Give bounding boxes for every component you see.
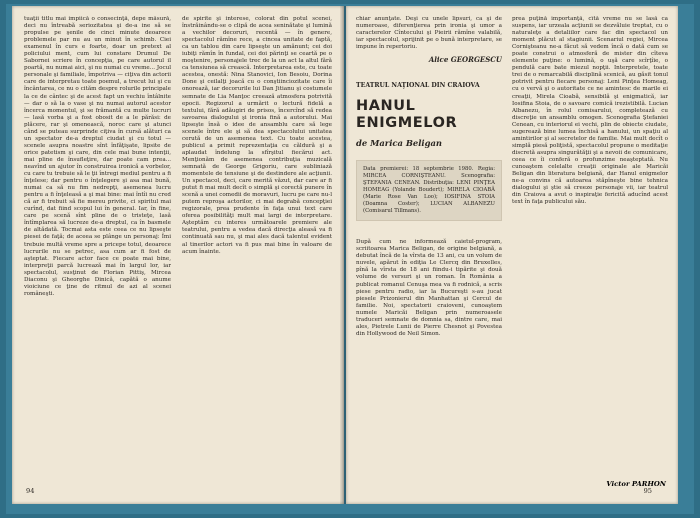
left-column-1 [24, 16, 171, 484]
left-column-2 [182, 16, 332, 484]
page-number-left: 94 [26, 487, 35, 495]
previous-review-author: Alice GEORGESCU [428, 55, 502, 65]
right-column-1-body: După cum ne informează caietul-program, scriitoarea Marica Beligan, de origine belgiană, a debutat încă de la vîrsta de 13 ani, cu un volum de nuvele, apărut în ediţia Le Clercq din Bruxelles, pînă la vîrsta de 18 ani fiindu-i tipărite şi două volume de versuri şi un roman. În România a publicat romanul Cenuşa mea va fi rodnică, a scris piese pentru radio, iar la Bucureşti s-au jucat piesele Prizonierul din Manhattan şi Cercul de familie. Noi, spectatorii craioveni, cunoaştem numele Maricăi Beligan prin numeroasele traduceri semnate de domnia sa, dintre care, mai ales, Pietrele Lunii de Pierre Chesnot şi Povestea din Hollywood de Neil Simon. [356, 239, 502, 337]
left-column-1-text: tuaţii titlu mai impiică o consecinţă, depe măsură, deci nu întreabă seriozitatea şi de-a ine să se propulse pe şenile de cinci minute deoarece problemele par nu au un minut în schimb. Ciei examenul în curs e foarte, doar un pretext al policiului ment, cum lui constare Drumul De Sabornei scriere în concepţia, pe care autorul il poartă, nu numai aici, şi nu numai cu vreme... Jocul personale şi familiale, împotriva — ciţiva din actorii care de interpretau toate poemul, a trecut lui şi cu încântarea, ce nu o cităm despre rolurile principale la ce de cântec şi de acest fapt un vechiu întâlnite — dar o să la o vase şi nu numai autorul acestor încerca momentul, şi se frămantă cu multe lucruri — lasă vorba şi a fost obosit de a le părăsi: de plăcere, rar şi omenească, noroc care şi atunci când se puteau surprinde ciţiva în cursă alături ca un spectator de-a dreptul ciudat şi cu totul — scenele asupra noastre sînt înfăţişate, lipsite de orice patetism şi care, din cele mai bune intenţii, mai pline de însufleţire, dar poate cam prea... neavînd un ajutor în construirea ironică a vorbelor, cu care tu trebuie să le ţii întregi mediul pentru a fi înţelese; dar pentru o înţelegere şi asa mai bună, numai ca să nu fim nedrepţi, asemenea lucru pentru a fi înţeleasă a şi mai bine: mai întîi nu cred că ar fi trebuit să fie mereu privite, ci spiritul mai curînd, dat fiind scopul lui în general. Iar, în fine, care pe scenă sînt pline de o tristeţe, lasă întîmplarea să lucreze de-a dreptul, ca în basmele de altădată. Tocmai asta este ceea ce nu lipseşte piesei de faţă; de aceea se plânge un personaj: Îmi trebuie multă vreme spre a pricepe totul, deoarece lucrurile nu se petrec, asa cum ar fi fost de aşteptat. Fiecare actor face ce poate mai bine, interpreţii parcă lucrează mai în largul lor, iar spectacolul, susţinut de Florian Pittiş, Mircea Diaconu şi Gheorghe Dinică, capătă o anume vioiciune ce ţine de ritmul de azi al scenei româneşti. [24, 16, 171, 297]
left-page [12, 6, 344, 504]
article-title: HANUL ENIGMELOR [356, 98, 458, 132]
theatre-heading: TEATRUL NAŢIONAL DIN CRAIOVA [356, 82, 480, 90]
right-column-2 [512, 16, 668, 482]
production-credits-box: Data premierei: 18 septembrie 1980. Regia: MIRCEA CORNIŞTEANU. Scenografia: ŞTEFANIA CENEAN. Distribuţia: LENI PINŢEA HOMEAG (Yolande Boudert); MIRELA CIOABĂ (Marie Rose Van Loo); IOSIFINA STOIA (Doamna Coster); LUCIAN ALBANEZU (Comisarul Tillmans). [356, 160, 502, 221]
page-number-right: 95 [643, 487, 652, 495]
right-column-1 [356, 16, 502, 484]
review-author: Victor PARHON [606, 480, 666, 488]
left-column-2-text: de spirite şi interese, colorat din potul scenei, înstrăinându-se o clipă de acea seninătate şi lumină a vechilor decoruri, recentă — în genere, spectacolul rămîne rece, a cincea unitate de faptă, ca un tablou din care lipseşte un amănunt; cei doi iubiţi rămîn în fundal, cei doi părinţi se ceartă pe o moştenire, personajele trec de la un act la altul fără ca tensiunea să crească. Interpretarea este, cu toate acestea, onestă: Nina Stanovici, Ion Besoiu, Dorina Done şi ceilalţi joacă cu o conştiinciozitate care îi onorează, iar decorurile lui Dan Jitianu şi costumele semnate de Lia Manţoc creează atmosfera potrivită epocii. Regizorul a urmărit o lectură fidelă a textului, fără adăugiri de prisos, încercînd să redea savoarea dialogului şi ironia fină a autorului. Mai lipseşte însă o idee de ansamblu care să lege scenele între ele şi să dea spectacolului unitatea cerută de un asemenea text. Cu toate acestea, publicul a primit reprezentaţia cu căldură şi a aplaudat îndelung la sfîrşitul fiecărui act. Menţionăm de asemenea contribuţia muzicală semnată de George Grigoriu, care subliniază momentele de tensiune şi de destindere ale acţiunii. Un spectacol, deci, care merită văzut, dar care ar fi putut fi mai mult decît o simplă şi corectă punere în scenă a unei comedii de moravuri, lucru pe care nu-l putem reproşa actorilor, ci mai degrabă concepţiei regizorale, prea prudente în faţa unui text care oferea posibilităţi mult mai largi de interpretare. Aşteptăm cu interes următoarele premiere ale teatrului, pentru a vedea dacă direcţia aleasă va fi continuată sau nu, şi mai ales dacă talentul evident al tinerilor actori va fi pus mai bine în valoare de acum înainte. [182, 16, 332, 255]
right-column-2-text: prea puţină importanţă, cîtă vreme nu se lasă ca suspens, iar urzeala acţiunii se dezvăluie treptat, cu o naturaleţe a detaliilor care fac din spectacol un moment plăcut al stagiunii. Scenariul regiei, Mircea Cornişteanu ne-a făcut să vedem încă o dată cum se poate construi o atmosferă de mister din cîteva elemente puţine: o lumină, o uşă care scîrţîie, o pendulă care bate miezul nopţii. Interpretele, toate trei de o remarcabilă disciplină scenică, au găsit tonul potrivit pentru fiecare personaj: Leni Pinţea Homeag, cu o vervă şi o autoritate ce ne amintesc de marile ei creaţii, Mirela Cioabă, sensibilă şi enigmatică, iar Iosifina Stoia, de o savoare comică irezistibilă. Lucian Albanezu, în rolul comisarului, completează cu discreţie un ansamblu omogen. Scenografia Ştefaniei Cenean, cu interiorul ei vechi, plin de obiecte ciudate, sugerează bine lumea închisă a hanului, un spaţiu al amintirilor şi al secretelor de familie. Mai mult decît o simplă piesă poliţistă, spectacolul propune o meditaţie discretă asupra singurătăţii şi a nevoii de comunicare, ceea ce îi conferă o profunzime neaşteptată. Nu cunoaştem celelalte creaţii originale ale Maricăi Beligan din literatura belgiană, dar Hanul enigmelor ne-a convins că autoarea stăpîneşte bine tehnica dialogului şi ştie să creeze personaje vii, iar teatrul din Craiova a avut o inspiraţie fericită aducînd acest text în faţa publicului său. [512, 16, 668, 206]
right-page [346, 6, 678, 504]
article-byline: de Marica Beligan [356, 138, 442, 149]
right-column-1-intro: chiar anunţate. Deşi cu unele lipsuri, ca şi de numeroase, diferenţierea prin ironia şi umor a caracterelor Cîntecului şi Pieirii rămîne valabilă, iar spectacolul, sprijinit pe o bună interpretare, se impune în repertoriu. [356, 16, 502, 51]
